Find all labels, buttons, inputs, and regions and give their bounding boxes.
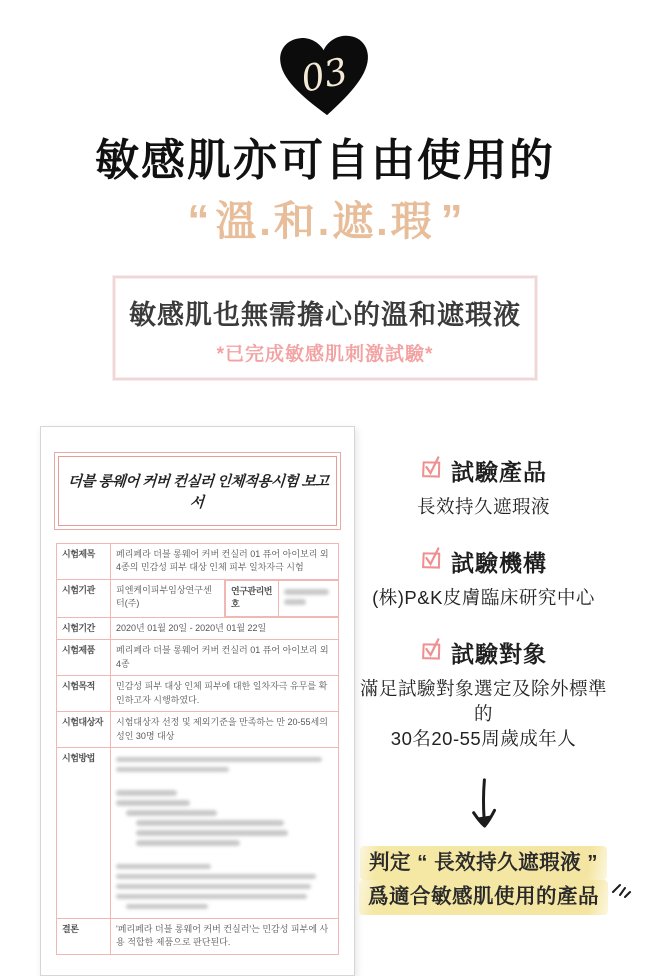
table-row — [57, 676, 339, 712]
conclusion-line1: 判定 “ 長效持久遮瑕液 ” — [360, 846, 607, 881]
row-label: 시험대상자 — [57, 712, 111, 748]
row-value: 페리페라 더블 롱웨어 커버 컨실러 01 퓨어 아이보리 외 4종 — [111, 640, 339, 676]
row-label: 시험기관 — [57, 579, 111, 617]
summary-item-product — [355, 454, 612, 520]
emphasis-strokes-icon — [610, 876, 632, 907]
row-value: '페리페라 더블 롱웨어 커버 컨실러'는 민감성 피부에 사용 적합한 제품으로 판단된다. — [111, 918, 339, 954]
banner-title: 敏感肌也無需擔心的溫和遮瑕液 — [129, 299, 521, 330]
summary-item-institute — [355, 545, 612, 611]
row-label: 시험기간 — [57, 617, 111, 640]
sub-label: 연구관리번호 — [226, 580, 279, 616]
summary-title-row — [355, 545, 612, 578]
summary-item-title: 試驗產品 — [451, 458, 547, 485]
summary-title-row — [355, 636, 612, 669]
table-row — [57, 640, 339, 676]
summary-title-row — [355, 454, 612, 487]
row-value: 2020년 01월 20일 - 2020년 01월 22일 — [111, 617, 339, 640]
conclusion-text — [355, 846, 612, 915]
page-subtitle: “ 溫.和.遮.瑕 ” — [0, 197, 650, 245]
row-label: 시험제품 — [57, 640, 111, 676]
report-title-box — [58, 456, 337, 526]
table-row — [57, 617, 339, 640]
row-label: 시험방법 — [57, 748, 111, 919]
table-row — [57, 748, 339, 919]
content-section — [0, 426, 650, 976]
open-quote: “ — [187, 196, 210, 246]
close-quote: ” — [440, 196, 463, 246]
redacted-value — [278, 580, 338, 616]
table-row — [57, 712, 339, 748]
redacted-method-content — [111, 748, 339, 919]
row-label: 결론 — [57, 918, 111, 954]
heart-number: 03 — [297, 49, 352, 101]
row-value: 피엔케이피부임상연구센터(주) — [111, 579, 225, 617]
header-section — [0, 0, 650, 380]
row-value: 민감성 피부 대상 인체 피부에 대한 일차자극 유무를 확인하고자 시행하였다. — [111, 676, 339, 712]
table-row — [57, 579, 339, 617]
summary-item-value: 長效持久遮瑕液 — [416, 495, 550, 517]
test-report-document — [40, 426, 355, 976]
row-label: 시험제목 — [57, 543, 111, 579]
summary-item-value: (株)P&K皮膚臨床研究中心 — [372, 586, 595, 608]
banner-box — [113, 276, 537, 380]
checkbox-icon — [420, 455, 442, 485]
page-title: 敏感肌亦可自由使用的 — [95, 136, 555, 185]
conclusion-line2: 爲適合敏感肌使用的產品 — [359, 880, 608, 915]
summary-item-title: 試驗對象 — [451, 640, 547, 667]
summary-item-value: 滿足試驗對象選定及除外標準的 30名20-55周歲成年人 — [359, 677, 607, 749]
row-value: 시험대상자 선정 및 제외기준을 만족하는 만 20-55세의 성인 30명 대상 — [111, 712, 339, 748]
checkbox-icon — [420, 637, 442, 667]
row-value: 페리페라 더블 롱웨어 커버 컨실러 01 퓨어 아이보리 외 4종의 민감성 피부 대상 인체 피부 일차자극 시험 — [111, 543, 339, 579]
heart-icon — [277, 34, 373, 123]
report-table — [56, 543, 339, 955]
checkbox-icon — [420, 546, 442, 576]
row-label: 시험목적 — [57, 676, 111, 712]
summary-column — [355, 426, 612, 915]
down-arrow-icon — [355, 777, 612, 834]
row-subcell — [225, 579, 339, 617]
banner-subtitle: *已完成敏感肌刺激試驗* — [216, 343, 434, 365]
table-row — [57, 918, 339, 954]
summary-item-title: 試驗機構 — [451, 549, 547, 576]
summary-item-subjects — [355, 636, 612, 752]
table-row — [57, 543, 339, 579]
report-title: 더블 롱웨어 커버 컨실러 인체적용시험 보고서 — [67, 473, 330, 511]
